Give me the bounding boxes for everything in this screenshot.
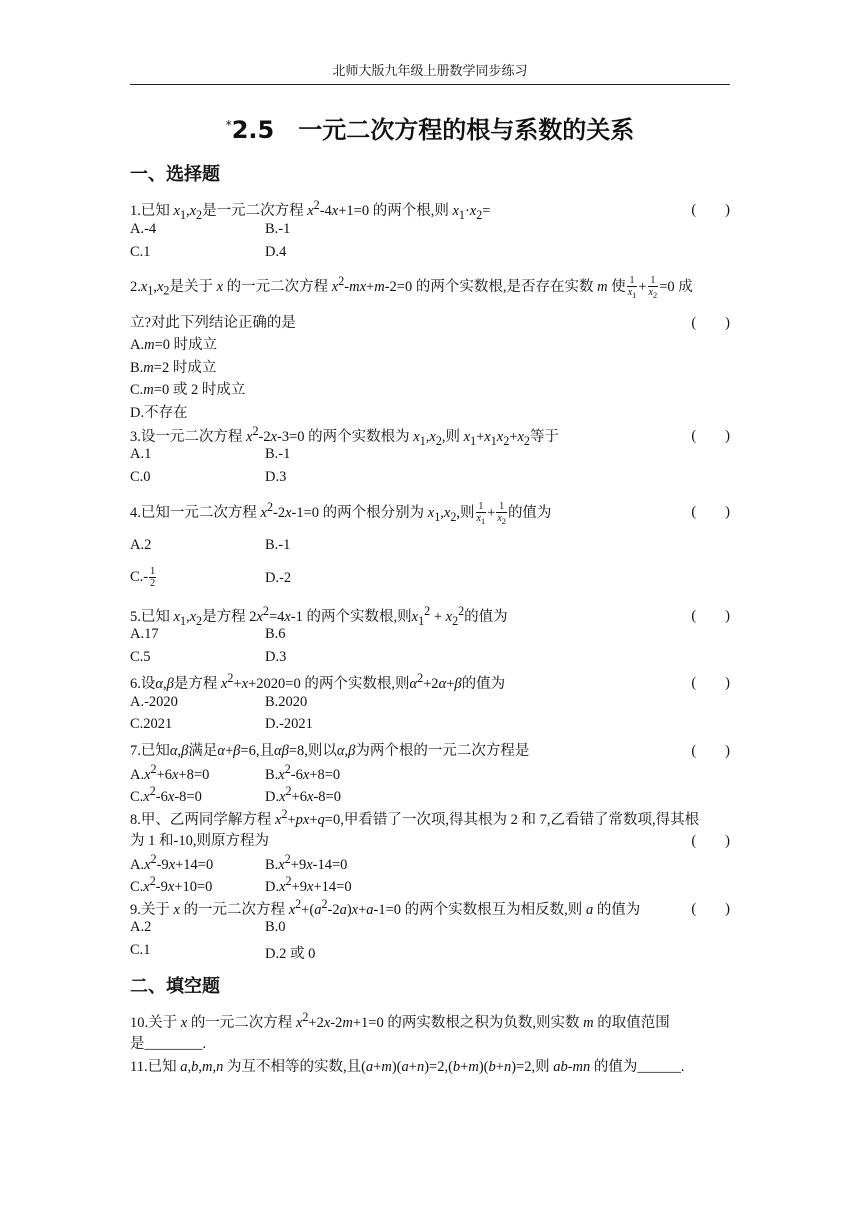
q8-option-d: $D.x^2+9x+14=0$ xyxy=(265,874,352,895)
q3-option-b: B.-1 xyxy=(265,446,291,462)
q4-option-d: D.-2 xyxy=(265,570,292,586)
question-2-line2 xyxy=(130,311,730,332)
q6-option-c: C.2021 xyxy=(130,716,173,732)
q7-option-b: $B.x^2-6x+8=0$ xyxy=(265,762,341,783)
fraction: $\frac{1}{x_2}$ xyxy=(497,500,506,526)
question-11: 11.已知 a,b,m,n 为互不相等的实数,且(a+m)(a+n)=2,(b+m)(b+n)=2,则 ab-mn 的值为______. xyxy=(130,1059,685,1075)
answer-paren: ( ) xyxy=(691,428,730,444)
fraction: $\frac{1}{x_1}$ xyxy=(627,274,637,300)
q3-option-c: C.0 xyxy=(130,469,151,485)
q8-option-a: $A.x^2-9x+14=0$ xyxy=(130,852,214,873)
q1-option-d: D.4 xyxy=(265,244,287,260)
answer-paren: ( ) xyxy=(691,504,730,520)
answer-paren: ( ) xyxy=(691,675,730,691)
q6-option-b: B.2020 xyxy=(265,694,308,710)
q8-option-c: $C.x^2-9x+10=0$ xyxy=(130,874,213,895)
question-6 xyxy=(130,671,730,693)
question-1 xyxy=(130,198,730,223)
fraction: $\frac{1}{x_1}$ xyxy=(476,500,486,526)
question-4 xyxy=(130,500,730,527)
question-6-stem: 6.设α,β是方程 $x^2+x+2020=0$ 的两个实数根,则$\alpha^2+2\alpha+\beta$的值为 xyxy=(130,671,506,692)
answer-paren: ( ) xyxy=(691,901,730,917)
q7-option-c: $C.x^2-6x-8=0$ xyxy=(130,784,202,805)
fraction: $\frac{1}{x_2}$ xyxy=(648,274,658,300)
title-mark: * xyxy=(225,118,232,132)
question-2-line1: $2.x_1,x_2$是关于 x 的一元二次方程 $x^2-mx+m-2=0$ 的两个实数根,是否存在实数 m 使 $\frac{1}{x_1}$ + $\frac{1}{x_2}$ =0 成 xyxy=(130,274,693,300)
question-8-line2 xyxy=(130,829,730,850)
page-header: 北师大版九年级上册数学同步练习 xyxy=(332,64,528,79)
q2-option-d: D.不存在 xyxy=(130,405,188,421)
section-fill: 二、填空题 xyxy=(130,976,220,997)
q5-option-c: C.5 xyxy=(130,649,151,665)
q4-option-c: C.- $\frac{1}{2}$ xyxy=(130,566,156,589)
q6-option-a: A.-2020 xyxy=(130,694,178,710)
q9-option-c: C.1 xyxy=(130,942,151,958)
answer-paren: ( ) xyxy=(691,315,730,331)
q3-option-d: D.3 xyxy=(265,469,287,485)
answer-paren: ( ) xyxy=(691,202,730,218)
q7-option-a: $A.x^2+6x+8=0$ xyxy=(130,762,210,783)
q5-option-b: B.6 xyxy=(265,626,286,642)
answer-paren: ( ) xyxy=(691,608,730,624)
question-8-line1: 8.甲、乙两同学解方程 $x^2+px+q=0$,甲看错了一次项,得其根为 2 和 7,乙看错了常数项,得其根 xyxy=(130,807,700,828)
q2-option-b: B.m=2 时成立 xyxy=(130,360,217,376)
question-3 xyxy=(130,424,730,449)
question-1-stem: 1.已知 $x_1,x_2$是一元二次方程 $x^2-4x+1=0$ 的两个根,则 $x_1\cdot x_2=$ xyxy=(130,198,491,222)
q4-option-a: A.2 xyxy=(130,537,152,553)
question-5 xyxy=(130,604,730,629)
q1-option-a: A.-4 xyxy=(130,221,157,237)
question-9 xyxy=(130,897,730,919)
question-3-stem: 3.设一元二次方程 $x^2-2x-3=0$ 的两个实数根为 $x_1,x_2$,则 $x_1+x_1x_2+x_2$等于 xyxy=(130,424,559,448)
question-4-stem: 4.已知一元二次方程 $x^2-2x-1=0$ 的两个根分别为 $x_1,x_2$,则 $\frac{1}{x_1}$ + $\frac{1}{x_2}$ 的值为 xyxy=(130,500,552,526)
q9-option-d: D.2 或 0 xyxy=(265,946,316,962)
q2-option-c: C.m=0 或 2 时成立 xyxy=(130,382,246,398)
question-10-line2: 是________. xyxy=(130,1036,207,1052)
question-7-stem: 7.已知α,β满足α+β=6,且αβ=8,则以α,β为两个根的一元二次方程是 xyxy=(130,743,530,759)
q5-option-a: A.17 xyxy=(130,626,159,642)
question-2-stem: 立?对此下列结论正确的是 xyxy=(130,315,296,331)
q6-option-d: D.-2021 xyxy=(265,716,313,732)
q1-option-b: B.-1 xyxy=(265,221,291,237)
section-choice: 一、选择题 xyxy=(130,164,220,185)
question-7 xyxy=(130,739,730,760)
answer-paren: ( ) xyxy=(691,833,730,849)
q5-option-d: D.3 xyxy=(265,649,287,665)
page-title xyxy=(130,110,730,145)
q9-option-a: A.2 xyxy=(130,919,152,935)
question-10-line1: 10.关于 x 的一元二次方程 $x^2+2x-2m+1=0$ 的两实数根之积为负数,则实数 m 的取值范围 xyxy=(130,1010,670,1031)
header-divider xyxy=(130,84,730,85)
q3-option-a: A.1 xyxy=(130,446,152,462)
fraction: $\frac{1}{2}$ xyxy=(150,566,156,589)
title-text: 2.5 一元二次方程的根与系数的关系 xyxy=(231,116,635,144)
q7-option-d: $D.x^2+6x-8=0$ xyxy=(265,784,341,805)
q8-option-b: $B.x^2+9x-14=0$ xyxy=(265,852,348,873)
answer-paren: ( ) xyxy=(691,743,730,759)
question-5-stem: 5.已知 $x_1,x_2$是方程 $2x^2=4x-1$ 的两个实数根,则$x_1^2 + x_2^2$的值为 xyxy=(130,604,508,628)
q1-option-c: C.1 xyxy=(130,244,151,260)
q2-option-a: A.m=0 时成立 xyxy=(130,337,218,353)
question-8-stem: 为 1 和-10,则原方程为 xyxy=(130,833,269,849)
q9-option-b: B.0 xyxy=(265,919,286,935)
q4-option-b: B.-1 xyxy=(265,537,291,553)
question-9-stem: 9.关于 x 的一元二次方程 $x^2+(a^2-2a)x+a-1=0$ 的两个实数根互为相反数,则 a 的值为 xyxy=(130,897,641,918)
